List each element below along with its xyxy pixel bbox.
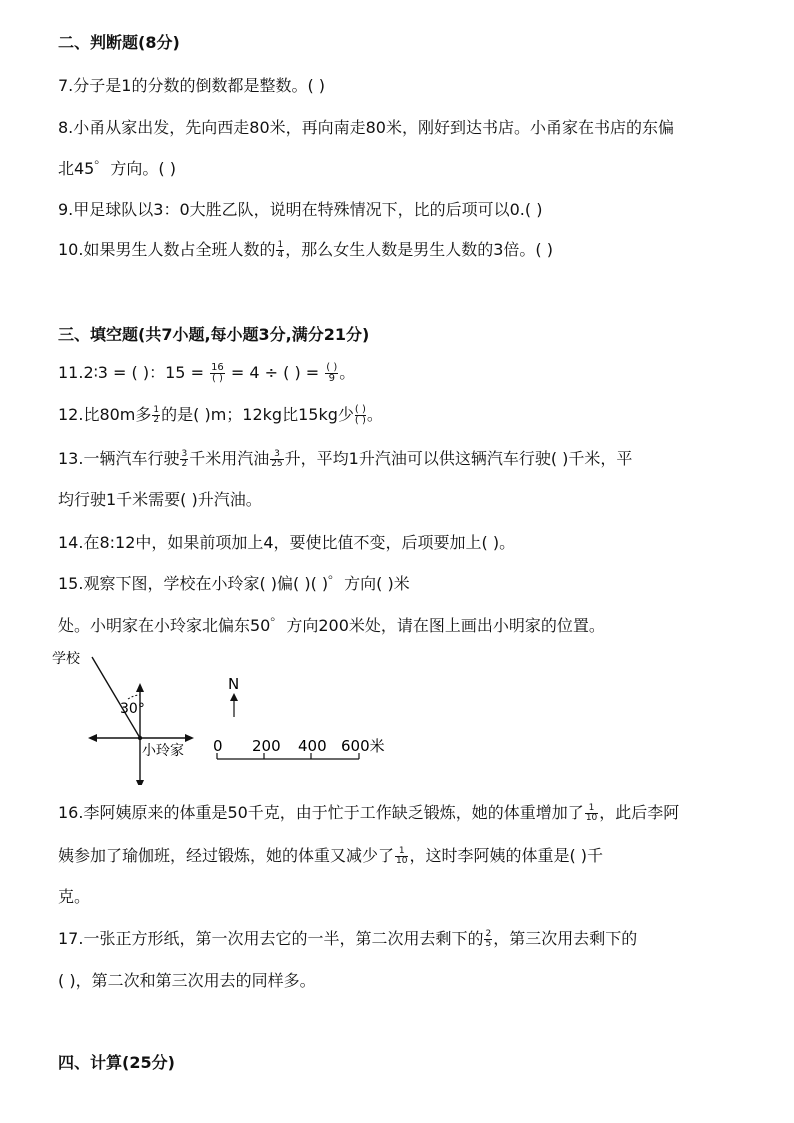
- q16-fraction-1: $\frac{1}{10}$: [585, 803, 598, 823]
- q11-fraction-2: $\frac{( )}{9}$: [326, 362, 338, 384]
- question-17-line1: 17.一张正方形纸，第一次用去它的一半，第二次用去剩下的 $\frac{2}{5}$ ，第三次用去剩下的: [58, 929, 638, 949]
- scale-200: 200: [252, 737, 281, 755]
- question-15-line2: 处。小明家在小玲家北偏东50゜方向200米处，请在图上画出小明家的位置。: [58, 616, 605, 635]
- question-13-line2: 均行驶1千米需要( )升汽油。: [58, 490, 262, 509]
- north-label: N: [228, 675, 240, 693]
- section-3-title: 三、填空题(共7小题,每小题3分,满分21分): [58, 325, 370, 344]
- section-4-title: 四、计算(25分): [58, 1053, 175, 1072]
- scale-0: 0: [213, 737, 223, 755]
- q10-text-post: ，那么女生人数是男生人数的3倍。( ): [285, 240, 553, 259]
- question-9: 9.甲足球队以3：0大胜乙队，说明在特殊情况下，比的后项可以0.( ): [58, 200, 543, 219]
- question-15-line1: 15.观察下图，学校在小玲家( )偏( )( )゜方向( )米: [58, 574, 410, 593]
- question-14: 14.在8:12中，如果前项加上4，要使比值不变，后项要加上( )。: [58, 533, 516, 552]
- question-11: 11.2∶3 = ( )：15 = $\frac{16}{( )}$ = 4 ÷ ( ) = $\frac{( )}{9}$ 。: [58, 362, 356, 384]
- q13-fraction-1: $\frac{3}{2}$: [181, 449, 188, 469]
- question-8-line1: 8.小甬从家出发，先向西走80米，再向南走80米，刚好到达书店。小甬家在书店的东偏: [58, 118, 674, 137]
- q12-blank-fraction: $\frac{( )}{( )}$: [354, 403, 366, 426]
- question-16-line2: 姨参加了瑜伽班，经过锻炼，她的体重又减少了 $\frac{1}{10}$ ，这时李阿姨的体重是( )千: [58, 846, 604, 866]
- question-8-line2: 北45゜方向。( ): [58, 159, 176, 178]
- scale-600: 600米: [341, 737, 385, 755]
- question-16-line1: 16.李阿姨原来的体重是50千克，由于忙于工作缺乏锻炼，她的体重增加了 $\frac{1}{10}$ ，此后李阿: [58, 803, 680, 823]
- q12-fraction: $\frac{1}{2}$: [153, 405, 160, 425]
- q10-fraction: $\frac{1}{4}$: [277, 240, 284, 260]
- q16-fraction-2: $\frac{1}{10}$: [396, 846, 408, 866]
- question-7: 7.分子是1的分数的倒数都是整数。( ): [58, 76, 326, 95]
- direction-figure: [50, 645, 410, 785]
- school-label: 学校: [52, 651, 80, 667]
- question-17-line2: ( )，第二次和第三次用去的同样多。: [58, 971, 316, 990]
- angle-label: 30°: [120, 701, 145, 717]
- question-16-line3: 克。: [58, 887, 91, 906]
- scale-400: 400: [298, 737, 327, 755]
- question-10: [58, 237, 553, 260]
- section-2-title: 二、判断题(8分): [58, 33, 180, 52]
- q11-fraction-1: $\frac{16}{( )}$: [211, 362, 224, 384]
- question-12: 12.比80m多 $\frac{1}{2}$ 的是( )m；12kg比15kg少 $\frac{( )}{( )}$ 。: [58, 403, 383, 426]
- q10-text-pre: 10.如果男生人数占全班人数的: [58, 240, 276, 259]
- q17-fraction: $\frac{2}{5}$: [485, 929, 492, 949]
- home-label: 小玲家: [142, 743, 184, 759]
- question-13-line1: 13.一辆汽车行驶 $\frac{3}{2}$ 千米用汽油 $\frac{3}{25}$ 升，平均1升汽油可以供这辆汽车行驶( )千米，平: [58, 449, 633, 469]
- q13-fraction-2: $\frac{3}{25}$: [271, 449, 283, 469]
